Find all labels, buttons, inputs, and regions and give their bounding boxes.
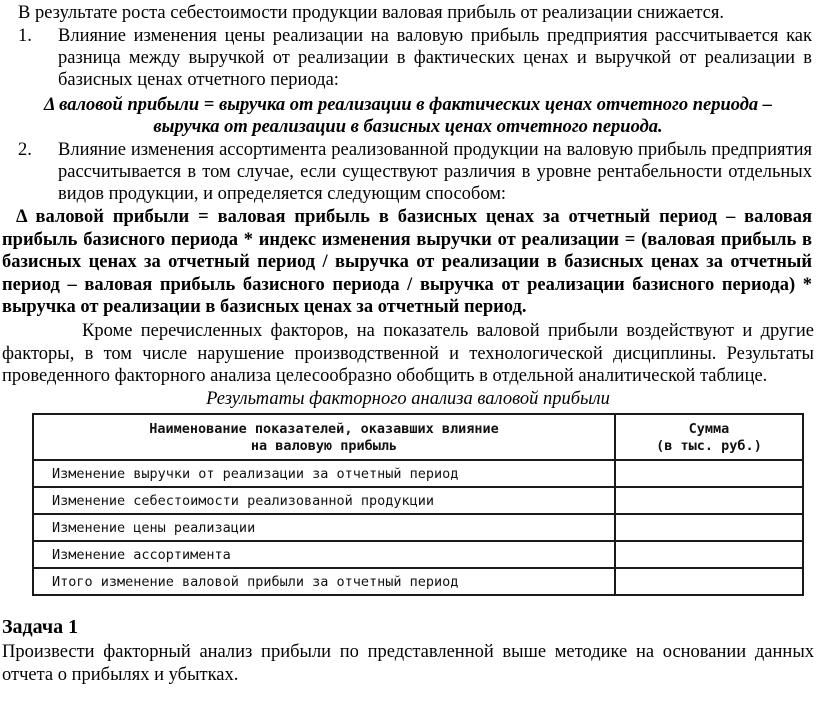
row-name: Изменение ассортимента <box>33 541 615 568</box>
list-item-2 <box>0 139 812 205</box>
table-header-row <box>33 414 803 460</box>
row-name: Изменение себестоимости реализованной продукции <box>33 487 615 514</box>
list-number-2: 2. <box>18 140 32 160</box>
formula-assortment: Δ валовой прибыли = валовая прибыль в базисных ценах за отчетный период – валовая прибыль базисного периода * индекс изменения выручки от реализации = (валовая прибыль в базисных ценах за отчетный период / выручка от реализации в базисных ценах за отчетный период – валовая прибыль базисного периода / выручка от реализации базисного периода) * выручка от реализации в базисных ценах за отчетный период. <box>2 207 812 317</box>
list-item-2-text: Влияние изменения ассортимента реализованной продукции на валовую прибыль предприятия рассчитывается в том случае, если существуют различия в уровне рентабельности отдельных видов продукции, и определяется следующим способом: <box>58 140 812 204</box>
intro-line: В результате роста себестоимости продукции валовая прибыль от реализации снижается. <box>18 3 725 23</box>
table-row <box>33 541 803 568</box>
formula-price-line1: Δ валовой прибыли = выручка от реализации в фактических ценах отчетного периода – <box>43 95 773 115</box>
list-item-1 <box>0 25 812 91</box>
row-sum <box>615 460 803 487</box>
formula-price-line2: выручка от реализации в базисных ценах отчетного периода. <box>153 117 663 137</box>
table-row <box>33 487 803 514</box>
table-row <box>33 568 803 595</box>
row-sum <box>615 541 803 568</box>
row-sum <box>615 568 803 595</box>
header-sum: Сумма (в тыс. руб.) <box>615 414 803 460</box>
factor-analysis-table <box>32 413 804 596</box>
list-number-1: 1. <box>18 26 32 46</box>
task-title: Задача 1 <box>2 616 79 638</box>
row-name: Изменение выручки от реализации за отчетный период <box>33 460 615 487</box>
row-sum <box>615 514 803 541</box>
list-item-1-text: Влияние изменения цены реализации на валовую прибыль предприятия рассчитывается как разница между выручкой от реализации в фактических ценах и выручкой от реализации в базисных ценах отчетного периода: <box>58 26 812 90</box>
row-name: Итого изменение валовой прибыли за отчетный период <box>33 568 615 595</box>
paragraph-other-factors: Кроме перечисленных факторов, на показатель валовой прибыли воздействуют и другие факторы, в том числе нарушение производственной и технологической дисциплины. Результаты проведенного факторного анализа целесообразно обобщить в отдельной аналитической таблице. <box>2 321 814 386</box>
table-caption: Результаты факторного анализа валовой прибыли <box>206 389 610 409</box>
task-text: Произвести факторный анализ прибыли по представленной выше методике на основании данных отчета о прибылях и убытках. <box>2 642 814 685</box>
table-row <box>33 460 803 487</box>
row-name: Изменение цены реализации <box>33 514 615 541</box>
header-indicator-name: Наименование показателей, оказавших влияние на валовую прибыль <box>33 414 615 460</box>
table-row <box>33 514 803 541</box>
row-sum <box>615 487 803 514</box>
